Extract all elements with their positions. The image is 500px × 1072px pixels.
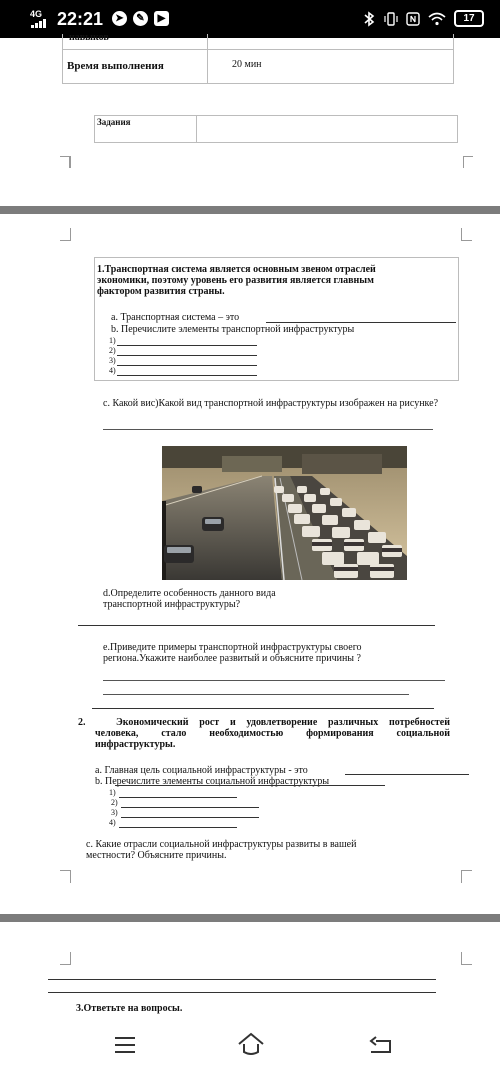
table-cell [94, 115, 197, 143]
table-cell [62, 49, 208, 84]
task2-item-c: c. Какие отрасли социальной инфраструктуры развиты в вашей местности? Объясните причины. [86, 839, 357, 861]
pen-app-icon: ✎ [133, 11, 148, 26]
answer-line [48, 979, 436, 980]
task2-heading: Экономический рост и удовлетворение различных потребностей человека, стало необходимостью формирования социальной инфраструктуры. [95, 717, 450, 750]
page-corner-mark [69, 156, 70, 168]
page-corner-mark [461, 228, 472, 241]
network-type: 4G [30, 9, 43, 19]
row1-label: навыков [69, 32, 109, 43]
task2-number: 2. [78, 717, 86, 728]
answer-line [103, 429, 433, 430]
task2-blanks [109, 788, 116, 828]
tasks-label: Задания [97, 117, 131, 127]
menu-icon[interactable] [114, 1036, 136, 1054]
blank-label: 3) [111, 808, 118, 817]
blank-label: 2) [111, 798, 118, 807]
bluetooth-icon [362, 11, 376, 27]
system-icons [362, 10, 484, 27]
page-corner-mark [60, 870, 71, 883]
task1-item-b: b. Перечислите элементы транспортной инфраструктуры [111, 324, 355, 335]
notification-icons [112, 11, 169, 27]
page-corner-mark [463, 156, 473, 157]
blank-label: 4) [109, 366, 116, 375]
task1-blanks [109, 336, 116, 376]
answer-line [78, 625, 435, 626]
highway-photo [162, 446, 407, 580]
answer-line [103, 680, 445, 681]
battery-icon: 17 [454, 10, 484, 27]
answer-line [345, 774, 469, 775]
page-corner-mark [461, 870, 472, 883]
task1-item-d: d.Определите особенность данного вида транспортной инфраструктуры? [103, 588, 276, 610]
blank-label: 1) [109, 788, 116, 797]
page-separator [0, 914, 500, 922]
page-corner-mark [60, 228, 71, 241]
task1-item-c: c. Какой вис)Какой вид транспортной инфраструктуры изображен на рисунке? [103, 398, 439, 409]
answer-line [48, 992, 436, 993]
duration-label: Время выполнения [67, 60, 164, 72]
answer-line [92, 708, 434, 709]
blank-label: 1) [109, 336, 116, 345]
answer-line [266, 322, 456, 323]
task1-item-e: e.Приведите примеры транспортной инфраструктуры своего региона.Укажите наиболее развитый и объясните причины ? [103, 642, 362, 664]
signal-icon [31, 19, 47, 28]
page-corner-mark [461, 952, 472, 965]
document-page-2 [0, 214, 500, 914]
page-corner-mark [60, 952, 71, 965]
back-icon[interactable] [368, 1036, 394, 1056]
answer-line [115, 785, 385, 786]
table-cell [207, 34, 454, 50]
task2-item-b: b. Перечислите элементы социальной инфраструктуры [95, 776, 330, 787]
page-separator [0, 206, 500, 214]
table-cell [196, 115, 458, 143]
task1-heading: 1.Транспортная система является основным звеном отраслей экономики, поэтому уровень его развития является главным фактором развития страны. [97, 264, 376, 297]
table-cell [207, 49, 454, 84]
task2-item-a: a. Главная цель социальной инфраструктуры - это [95, 765, 308, 776]
navigation-bar [0, 1024, 500, 1072]
blank-label: 3) [109, 356, 116, 365]
clock: 22:21 [57, 9, 104, 29]
vibrate-icon [384, 11, 398, 27]
blank-label: 2) [109, 346, 116, 355]
wifi-icon [428, 12, 446, 26]
duration-value: 20 мин [232, 59, 262, 70]
telegram-icon: ➤ [112, 11, 127, 26]
task1-item-a: a. Транспортная система – это [111, 312, 240, 323]
document-page-3 [0, 922, 500, 1024]
task1-box [94, 257, 459, 381]
document-page-1 [0, 32, 500, 208]
task3-heading: 3.Ответьте на вопросы. [76, 1003, 183, 1014]
youtube-icon: ▶ [154, 11, 169, 26]
table-cell [62, 34, 208, 50]
blank-label: 4) [109, 818, 116, 827]
page-corner-mark [463, 156, 464, 168]
nfc-icon [406, 11, 420, 27]
home-icon[interactable] [236, 1032, 266, 1056]
answer-line [103, 694, 409, 695]
